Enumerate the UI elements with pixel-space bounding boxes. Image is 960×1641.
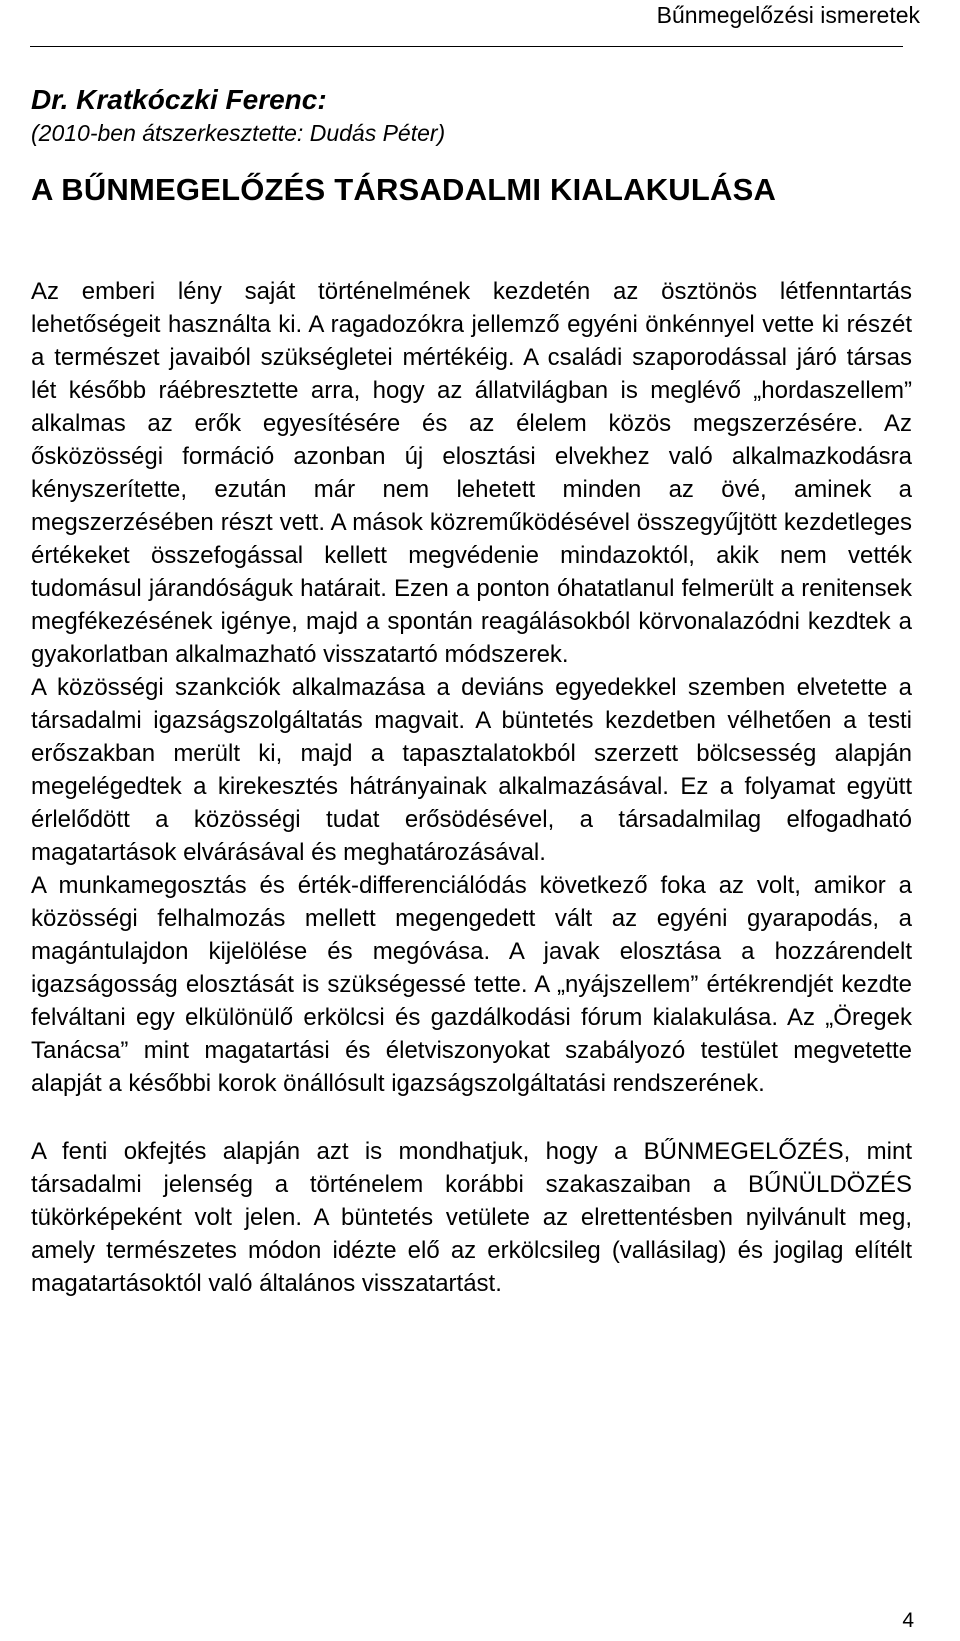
- paragraph: A közösségi szankciók alkalmazása a deviáns egyedekkel szemben elvetette a társadalmi igazságszolgáltatás magvait. A büntetés kezdetben vélhetően a testi erőszakban merült ki, majd a tapasztalatokból szerzett bölcsesség alapján megelégedtek a kirekesztés hátrányainak alkalmazásával. Ez a folyamat együtt érlelődött a közösségi tudat erősödésével, a társadalmilag elfogadható magatartások elvárásával és meghatározásával.: [31, 674, 912, 866]
- document-title: A BŰNMEGELŐZÉS TÁRSADALMI KIALAKULÁSA: [31, 172, 777, 207]
- header-divider: [30, 46, 903, 47]
- paragraph: A fenti okfejtés alapján azt is mondhatjuk, hogy a BŰNMEGELŐZÉS, mint társadalmi jelenség a történelem korábbi szakaszaiban a BŰNÜLDÖZÉS tükörképeként volt jelen. A büntetés vetülete az elrettentésben nyilvánult meg, amely természetes módon idézte elő az erkölcsileg (vallásilag) és jogilag elítélt magatartásoktól való általános visszatartást.: [31, 1138, 912, 1297]
- paragraph: Az emberi lény saját történelmének kezdetén az ösztönös létfenntartás lehetőségeit használta ki. A ragadozókra jellemző egyéni önkénnyel vette ki részét a természet javaiból szükségletei mértékéig. A családi szaporodással járó társas lét később ráébresztette arra, hogy az állatvilágban is meglévő „hordaszellem” alkalmas az erők egyesítésére és az élelem közös megszerzésére. Az ősközösségi formáció azonban új elosztási elvekhez való alkalmazkodásra kényszerítette, ezután már nem lehetett minden az övé, aminek a megszerzésében részt vett. A mások közreműködésével összegyűjtött kezdetleges értékeket összefogással kellett megvédenie mindazoktól, akik nem vették tudomásul járandóságuk határait. Ezen a ponton óhatatlanul felmerült a renitensek megfékezésének igénye, majd a spontán reagálásokból körvonalazódni kezdtek a gyakorlatban alkalmazható visszatartó módszerek.: [31, 278, 912, 668]
- running-title: Bűnmegelőzési ismeretek: [656, 2, 920, 28]
- page-number: 4: [902, 1609, 914, 1632]
- paragraph-gap: [31, 1100, 912, 1135]
- reviser-line: (2010-ben átszerkesztette: Dudás Péter): [31, 120, 446, 146]
- document-body: [31, 275, 912, 1300]
- paragraph: A munkamegosztás és érték-differenciálódás következő foka az volt, amikor a közösségi felhalmozás mellett megengedett vált az egyéni gyarapodás, a magántulajdon kijelölése és megóvása. A javak elosztása a hozzárendelt igazságosság elosztását is szükségessé tette. A „nyájszellem” értékrendjét kezdte felváltani egy elkülönülő erkölcsi és gazdálkodási fórum kialakulása. Az „Öregek Tanácsa” mint magatartási és életviszonyokat szabályozó testület megvetette alapját a későbbi korok önállósult igazságszolgáltatási rendszerének.: [31, 872, 912, 1097]
- author-line: Dr. Kratkóczki Ferenc:: [31, 84, 327, 115]
